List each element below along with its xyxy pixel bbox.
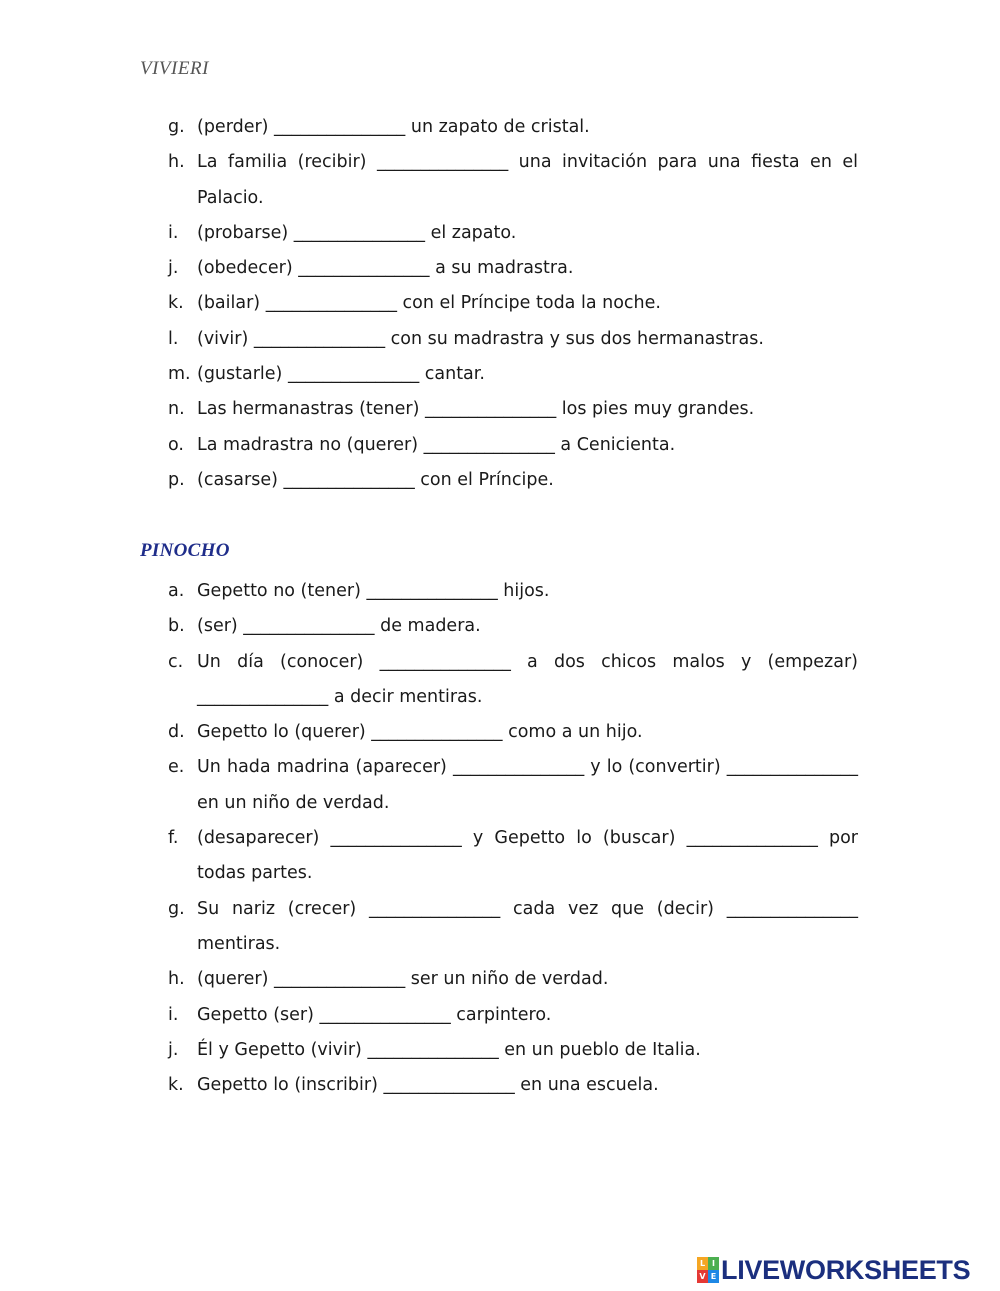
item-text: (bailar) _______________ con el Príncipe toda la noche. xyxy=(197,293,661,314)
item-text: Las hermanastras (tener) _______________ los pies muy grandes. xyxy=(197,399,755,420)
item-label: j. xyxy=(168,1039,179,1060)
logo-icon-square: L xyxy=(697,1257,708,1270)
item-label: p. xyxy=(168,469,185,490)
list-item xyxy=(168,1033,858,1068)
item-label: c. xyxy=(168,651,184,672)
list-item xyxy=(168,322,858,357)
list-item xyxy=(168,110,858,145)
item-text: (desaparecer) _______________ y Gepetto lo (buscar) _______________ por todas partes. xyxy=(197,828,858,884)
item-text: (ser) _______________ de madera. xyxy=(197,616,481,637)
list-item xyxy=(168,216,858,251)
item-label: h. xyxy=(168,969,185,990)
item-label: l. xyxy=(168,328,179,349)
item-text: Gepetto lo (querer) _______________ como a un hijo. xyxy=(197,722,643,743)
list-item xyxy=(168,145,858,216)
item-text: Gepetto no (tener) _______________ hijos. xyxy=(197,581,550,601)
item-text: (vivir) _______________ con su madrastra y sus dos hermanastras. xyxy=(197,328,764,349)
item-text: (perder) _______________ un zapato de cristal. xyxy=(197,117,590,137)
item-label: b. xyxy=(168,616,185,637)
item-label: g. xyxy=(168,898,185,919)
item-label: j. xyxy=(168,258,179,279)
section-title-pinocho: PINOCHO xyxy=(140,540,230,561)
header-author: VIVIERI xyxy=(140,58,209,79)
item-label: g. xyxy=(168,117,185,137)
list-item xyxy=(168,357,858,392)
list-item xyxy=(168,428,858,463)
item-text: Un día (conocer) _______________ a dos chicos malos y (empezar) _______________ a decir mentiras. xyxy=(197,651,858,707)
list-item xyxy=(168,574,858,609)
item-label: n. xyxy=(168,399,185,420)
list-item xyxy=(168,750,858,821)
item-label: k. xyxy=(168,1075,184,1096)
item-text: (casarse) _______________ con el Príncipe. xyxy=(197,469,554,490)
item-text: Gepetto (ser) _______________ carpintero. xyxy=(197,1004,552,1025)
list-item xyxy=(168,715,858,750)
item-text: Un hada madrina (aparecer) _______________ y lo (convertir) _______________ en un niño de verdad. xyxy=(197,757,858,813)
item-text: Su nariz (crecer) _______________ cada vez que (decir) _______________ mentiras. xyxy=(197,898,858,954)
list-item xyxy=(168,645,858,716)
item-label: o. xyxy=(168,434,184,455)
list-item xyxy=(168,609,858,644)
list-item xyxy=(168,392,858,427)
item-label: i. xyxy=(168,1004,179,1025)
item-label: m. xyxy=(168,364,191,385)
logo-icon-square: E xyxy=(708,1270,719,1283)
item-label: e. xyxy=(168,757,185,778)
item-label: h. xyxy=(168,152,185,173)
item-text: (querer) _______________ ser un niño de verdad. xyxy=(197,969,609,990)
item-text: La madrastra no (querer) _______________ a Cenicienta. xyxy=(197,434,676,455)
cenicienta-list xyxy=(168,110,858,498)
item-text: Gepetto lo (inscribir) _______________ en una escuela. xyxy=(197,1075,659,1096)
list-item xyxy=(168,1068,858,1103)
item-label: f. xyxy=(168,828,179,849)
logo-icon-square: V xyxy=(697,1270,708,1283)
list-item xyxy=(168,463,858,498)
item-label: k. xyxy=(168,293,184,314)
liveworksheets-logo-text: LIVEWORKSHEETS xyxy=(721,1254,971,1285)
item-text: (probarse) _______________ el zapato. xyxy=(197,222,517,243)
item-text: (gustarle) _______________ cantar. xyxy=(197,364,485,385)
item-label: d. xyxy=(168,722,185,743)
item-text: (obedecer) _______________ a su madrastra. xyxy=(197,258,574,279)
item-text: La familia (recibir) _______________ una invitación para una fiesta en el Palacio. xyxy=(197,152,858,208)
item-label: i. xyxy=(168,222,179,243)
item-label: a. xyxy=(168,581,185,601)
liveworksheets-logo[interactable] xyxy=(697,1255,970,1285)
list-item xyxy=(168,821,858,892)
pinocho-list xyxy=(168,574,858,1103)
list-item xyxy=(168,892,858,963)
item-text: Él y Gepetto (vivir) _______________ en un pueblo de Italia. xyxy=(197,1039,701,1060)
logo-icon-square: I xyxy=(708,1257,719,1270)
list-item xyxy=(168,251,858,286)
liveworksheets-logo-icon xyxy=(697,1257,719,1283)
list-item xyxy=(168,286,858,321)
list-item xyxy=(168,998,858,1033)
list-item xyxy=(168,962,858,997)
